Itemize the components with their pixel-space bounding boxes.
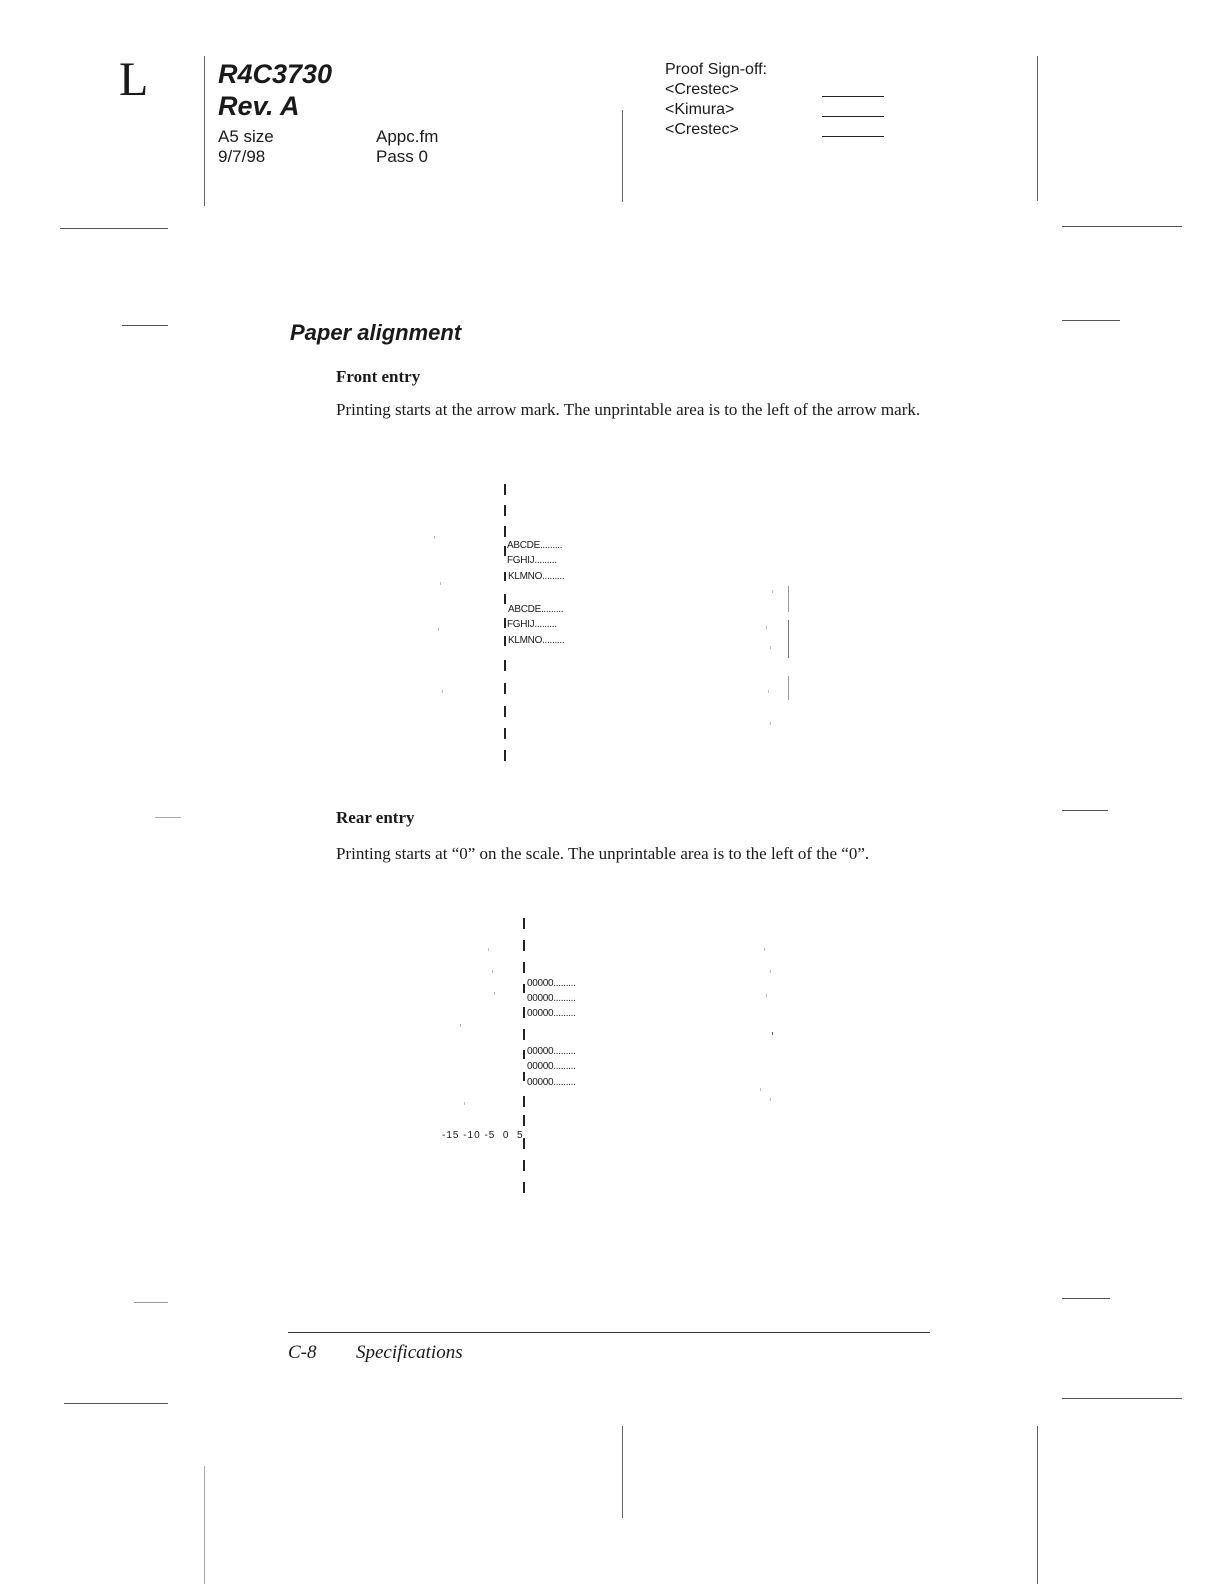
sample-line: 00000......... (527, 993, 576, 1004)
alignment-tick (504, 505, 506, 516)
signoff-line (822, 136, 884, 137)
alignment-tick (523, 1072, 525, 1081)
faint-edge-line (788, 676, 789, 700)
signoff-line (822, 116, 884, 117)
rear-entry-figure (420, 912, 800, 1202)
arrow-mark (504, 546, 506, 556)
speck (492, 970, 493, 973)
alignment-tick (523, 1007, 525, 1018)
crop-mark (64, 1403, 168, 1404)
sample-line: 00000......... (527, 1046, 576, 1057)
speck (434, 536, 435, 539)
header-divider-left (204, 56, 205, 206)
signoff-title: Proof Sign-off: (665, 61, 767, 78)
alignment-tick (523, 984, 525, 993)
alignment-tick (504, 750, 506, 761)
alignment-tick (523, 1050, 525, 1059)
alignment-tick (504, 683, 506, 694)
speck (760, 1088, 761, 1091)
front-entry-figure (420, 478, 800, 768)
crop-mark (622, 1426, 623, 1518)
signoff-entry: <Kimura> (665, 101, 735, 118)
header-divider-right (1037, 56, 1038, 201)
sample-line: 00000......... (527, 1008, 576, 1019)
sample-line: ABCDE......... (507, 540, 563, 551)
alignment-tick (504, 526, 506, 537)
print-date: 9/7/98 (218, 147, 266, 166)
signoff-entry: <Crestec> (665, 81, 739, 98)
header-divider-center (622, 110, 623, 202)
speck (770, 722, 771, 725)
crop-mark (1062, 810, 1108, 811)
model-number: R4C3730 (218, 59, 333, 89)
crop-mark (122, 325, 168, 326)
speck (460, 1024, 461, 1027)
speck (766, 994, 767, 997)
alignment-tick (523, 918, 525, 929)
speck (772, 1032, 773, 1035)
alignment-tick (523, 1182, 525, 1193)
alignment-tick (504, 594, 506, 604)
sample-line: ABCDE......... (508, 604, 564, 615)
chapter-title: Specifications (356, 1342, 463, 1363)
speck (442, 690, 443, 693)
speck (770, 646, 771, 649)
alignment-tick (504, 728, 506, 739)
signoff-line (822, 96, 884, 97)
alignment-tick (504, 636, 506, 646)
front-entry-text: Printing starts at the arrow mark. The unprintable area is to the left of the arrow mark. (336, 400, 921, 419)
faint-edge-line (788, 620, 789, 658)
crop-mark (204, 1466, 205, 1584)
crop-mark (60, 228, 168, 229)
speck (768, 690, 769, 693)
revision: Rev. A (218, 91, 300, 121)
crop-mark (1062, 226, 1182, 227)
crop-mark (1062, 1398, 1182, 1399)
faint-edge-line (788, 586, 789, 612)
speck (464, 1102, 465, 1105)
sample-line: KLMNO......... (508, 635, 565, 646)
page-size: A5 size (218, 127, 274, 146)
proof-signoff (665, 60, 767, 140)
alignment-tick (523, 1115, 525, 1126)
crop-mark (1037, 1426, 1038, 1584)
speck (438, 628, 439, 631)
sample-line: KLMNO......... (508, 571, 565, 582)
footer-rule (288, 1332, 930, 1333)
signoff-entry: <Crestec> (665, 121, 739, 138)
crop-mark (1062, 1298, 1110, 1299)
alignment-tick (523, 962, 525, 973)
alignment-tick (523, 940, 525, 951)
alignment-tick (504, 484, 506, 495)
speck (488, 948, 489, 951)
rear-entry-heading: Rear entry (336, 808, 415, 827)
alignment-tick (523, 1160, 525, 1171)
sample-line: 00000......... (527, 1061, 576, 1072)
speck (766, 626, 767, 629)
alignment-tick (504, 618, 506, 628)
speck (770, 970, 771, 973)
sample-line: FGHIJ......... (507, 619, 557, 630)
crop-mark (155, 817, 181, 818)
alignment-tick (504, 706, 506, 717)
speck (764, 948, 765, 951)
crop-mark (134, 1302, 168, 1303)
section-title: Paper alignment (290, 320, 462, 345)
alignment-tick (504, 660, 506, 671)
front-entry-heading: Front entry (336, 367, 421, 386)
crop-mark (1062, 320, 1120, 321)
speck (440, 582, 441, 585)
alignment-tick (523, 1029, 525, 1040)
speck (494, 992, 495, 995)
position-scale: -15 -10 -5 0 5 (442, 1130, 524, 1141)
sample-line: 00000......... (527, 1077, 576, 1088)
page-number: C-8 (288, 1342, 317, 1363)
speck (772, 590, 773, 593)
sample-line: 00000......... (527, 978, 576, 989)
sample-line: FGHIJ......... (507, 555, 557, 566)
rear-entry-text: Printing starts at “0” on the scale. The unprintable area is to the left of the “0”. (336, 844, 870, 863)
alignment-tick (504, 572, 506, 581)
pass-number: Pass 0 (376, 147, 428, 166)
speck (770, 1098, 771, 1101)
margin-letter: L (119, 53, 149, 106)
file-name: Appc.fm (376, 127, 439, 146)
alignment-tick (523, 1096, 525, 1107)
